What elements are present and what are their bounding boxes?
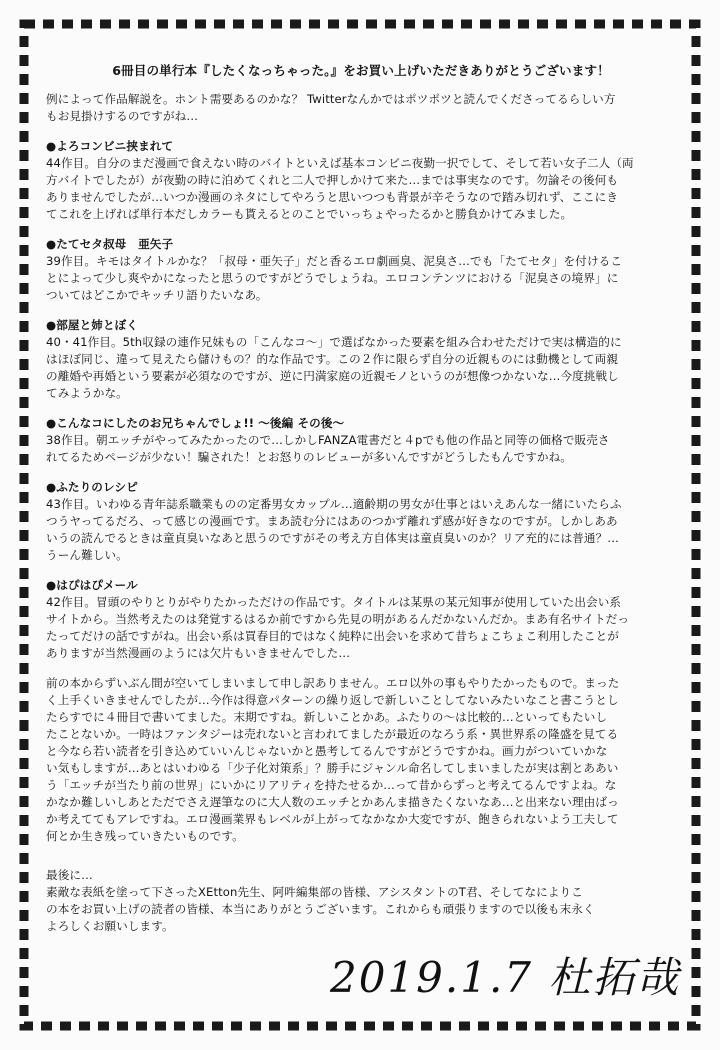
- text-line: い気もしますが…あとはいわゆる「少子化対策系」？勝手にジャンル命名してしまいましたが実は割とああい: [46, 761, 619, 775]
- closing-paragraph: [46, 867, 676, 935]
- text-line: 39作目。キモはタイトルかな？「叔母・亜矢子」だと香るエロ劇画臭、泥臭さ…でも「たてセタ」を付けるこ: [46, 254, 623, 268]
- section-title: ●部屋と姉とぼく: [46, 318, 139, 332]
- text-line: 方バイトでしたが）が夜勤の時に泊めてくれと二人で押しかけて来た…までは事実なのです。勿論その後何も: [46, 173, 619, 187]
- text-line: たらすでに４冊目で書いてました。末期ですね。新しいことかあ。ふたりの～は比較的…といってもたいし: [46, 710, 608, 724]
- letter-body: [46, 62, 676, 948]
- text-line: う「エッチが当たり前の世界」にいかにリアリティを持たせるか…って昔からずっと考えてるんですよね。な: [46, 778, 617, 792]
- text-line: いうの読んでるときは童貞臭いなあと思うのですがその考え方自体実は童貞臭いのか？リア充的には普通？…: [46, 531, 619, 545]
- section-futari-recipe: [46, 479, 676, 564]
- handwritten-signature: 2019.1.7 杜拓哉: [330, 953, 681, 1002]
- section-room-and-sister: [46, 317, 676, 402]
- text-line: かなか難しいしあとただでさえ遅筆なのに大人数のエッチとかあんま描きたくないなあ…と出来ない理由ばっ: [46, 795, 619, 809]
- text-line: たってだけの話ですがね。出会い系は買春目的ではなく純粋に出会いを求めて昔ちょこちょこ利用したことが: [46, 629, 619, 643]
- text-line: の離婚や再婚という要素が必須なのですが、逆に円満家庭の近親モノというのが想像つかないな…今度挑戦し: [46, 369, 619, 383]
- section-happy-mail: [46, 577, 676, 662]
- text-line: 44作目。自分のまだ漫画で食えない時のバイトといえば基本コンビニ夜勤一択でして、そして若い女子二人（両: [46, 156, 634, 170]
- text-line: ありますが当然漫画のようには欠片もいきませんでした…: [46, 646, 351, 660]
- section-aunt-ayako: [46, 236, 676, 304]
- text-line: たことないか。一時はファンタジーは売れないと言われてましたが最近のなろう系・異世界系の隆盛を見てる: [46, 727, 619, 741]
- section-title: ●こんなコにしたのお兄ちゃんでしょ!! ～後編 その後～: [46, 416, 345, 430]
- text-line: つうヤってるだろ、って感じの漫画です。まあ読む分にはあのつかず離れず感が好きなのですが。しかしああ: [46, 514, 618, 528]
- text-line: ありませんでしたが…いつか漫画のネタにしてやろうと思いつつも背景が辛そうなので踏み切れず、ここにき: [46, 190, 619, 204]
- text-line: 例によって作品解説を。ホント需要あるのかな？ Twitterなんかではポツポツと読んでくださってるらしい方: [46, 92, 616, 106]
- section-title: ●たてセタ叔母 亜矢子: [46, 237, 174, 251]
- text-line: か考えててもアレですね。エロ漫画業界もレベルが上がってなかなか大変ですが、飽きられないよう工夫して: [46, 812, 619, 826]
- section-convenience-store: [46, 138, 676, 223]
- text-line: 40・41作目。5th収録の連作兄妹もの「こんなコ～」で選ばなかった要素を組み合わせただけで実は構造的に: [46, 335, 622, 349]
- text-line: もお見掛けするのですがね…: [46, 109, 199, 123]
- section-title: ●ふたりのレシピ: [46, 480, 138, 494]
- text-line: く上手くいきませんでしたが…今作は得意パターンの繰り返しで新しいことしてないみたいなこと書こうとし: [46, 693, 619, 707]
- text-line: 最後に…: [46, 868, 93, 882]
- text-line: とによって少し爽やかになったと思うのですがどうでしょうね。エロコンテンツにおける「泥臭さの境界」に: [46, 271, 619, 285]
- text-line: 前の本からずいぶん間が空いてしまいまして申し訳ありません。エロ以外の事もやりたかったもので。まった: [46, 676, 620, 690]
- text-line: 38作目。朝エッチがやってみたかったので…しかしFANZA電書だと４pでも他の作品と同等の価格で販売さ: [46, 433, 610, 447]
- text-line: ついてはどこかでキッチリ語りたいなあ。: [46, 288, 268, 302]
- text-line: 43作目。いわゆる青年誌系職業ものの定番男女カップル…適齢期の男女が仕事とはいえあんな一緒にいたらふ: [46, 497, 622, 511]
- section-konnako-sequel: [46, 415, 676, 466]
- text-line: てこれを上げれば単行本だしカラーも貰えるとのことでいっちょやったるかと勝負かけてみました。: [46, 207, 573, 221]
- text-line: てみようかな。: [46, 386, 128, 400]
- text-line: うーん難しい。: [46, 548, 128, 562]
- text-line: はほぼ同じ、違って見えたら儲けもの？的な作品です。この２作に限らず自分の近親ものには動機として両親: [46, 352, 619, 366]
- intro-paragraph: [46, 91, 676, 125]
- page-title: 6冊目の単行本『したくなっちゃった。』をお買い上げいただきありがとうございます！: [112, 63, 610, 78]
- text-line: 何とか生き残っていきたいものです。: [46, 829, 244, 843]
- afterword-paragraph: [46, 675, 676, 845]
- text-line: 42作目。冒頭のやりとりがやりたかっただけの作品です。タイトルは某県の某元知事が使用していた出会い系: [46, 595, 622, 609]
- text-line: と今なら若い読者を引き込めていいんじゃないかと愚考してるんですがどうですかね。画力がついていかな: [46, 744, 608, 758]
- section-title: ●よろコンビニ挟まれて: [46, 139, 174, 153]
- text-line: れてるためページが少ない！騙された！とお怒りのレビューが多いんですがどうしたもんですかね。: [46, 450, 572, 464]
- text-line: サイトから。当然考えたのは発覚するはるか前ですから先見の明があるんだかないんだか。まあ有名サイトだっ: [46, 612, 630, 626]
- text-line: よろしくお願いします。: [46, 919, 174, 933]
- text-line: 素敵な表紙を塗って下さったXEtton先生、阿吽編集部の皆様、アシスタントのT君、そしてなによりこ: [46, 885, 583, 899]
- section-title: ●はぴはぴメール: [46, 578, 138, 592]
- text-line: の本をお買い上げの読者の皆様、本当にありがとうございます。これからも頑張りますので以後も末永く: [46, 902, 595, 916]
